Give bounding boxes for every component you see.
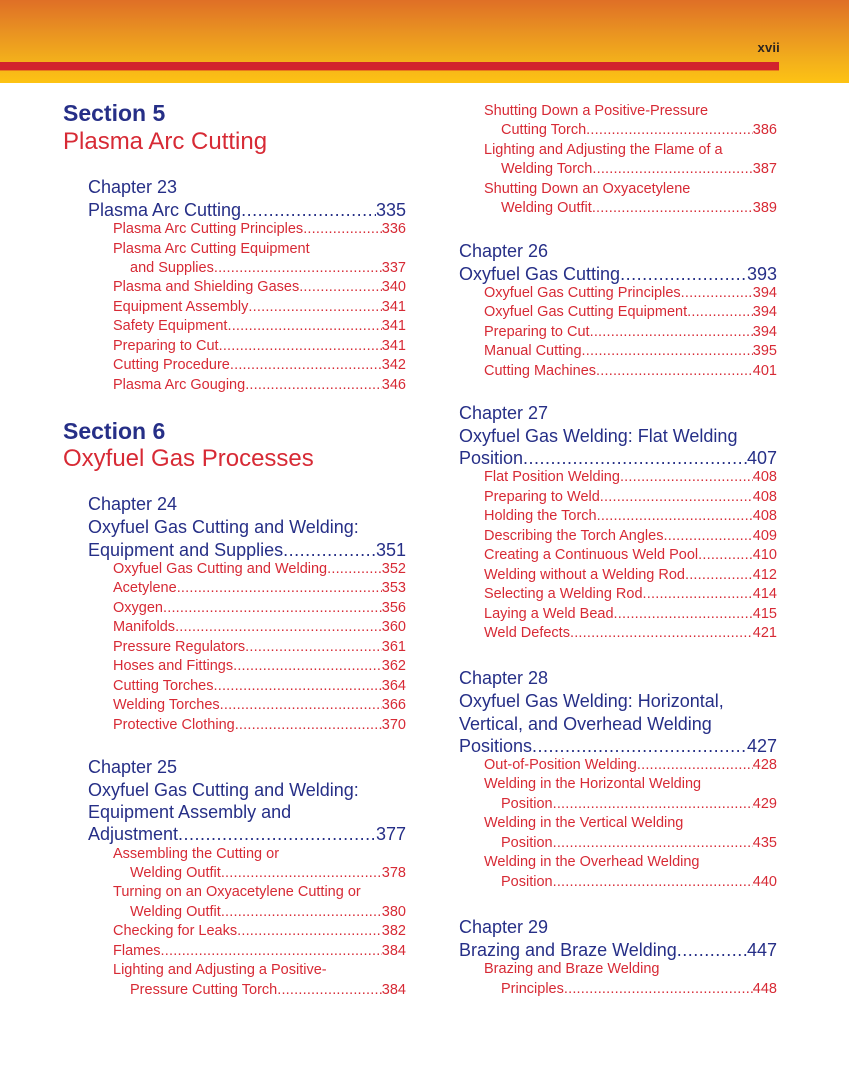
dot-leader xyxy=(592,199,753,219)
chapter-24-entry[interactable] xyxy=(88,539,406,561)
dot-leader xyxy=(233,657,382,677)
dot-leader xyxy=(220,696,382,716)
dot-leader xyxy=(620,468,753,488)
page-number: 364 xyxy=(381,678,406,694)
dot-leader xyxy=(303,220,382,240)
topic-title: Cutting Procedure xyxy=(113,357,230,373)
topic-title: Laying a Weld Bead xyxy=(484,606,614,622)
dot-leader xyxy=(553,873,753,893)
toc-topic-entry[interactable] xyxy=(484,605,777,625)
dot-leader xyxy=(553,834,753,854)
topic-title: Position xyxy=(501,874,553,890)
topic-title: Principles xyxy=(501,981,564,997)
page-number: 408 xyxy=(752,489,777,505)
topic-title: Equipment Assembly xyxy=(113,299,249,315)
page-number: 335 xyxy=(375,200,406,220)
chapter-26-entry[interactable] xyxy=(459,263,777,285)
toc-topic-entry[interactable] xyxy=(501,795,777,815)
toc-topic-entry-line1[interactable]: Welding in the Horizontal Welding xyxy=(484,776,702,792)
page-number: 384 xyxy=(381,943,406,959)
dot-leader xyxy=(600,488,753,508)
chapter-25-title-line1[interactable]: Oxyfuel Gas Cutting and Welding: xyxy=(88,780,359,800)
chapter-title: Plasma Arc Cutting xyxy=(88,200,242,220)
topic-title: Manual Cutting xyxy=(484,343,582,359)
toc-topic-entry[interactable] xyxy=(130,259,406,279)
dot-leader xyxy=(161,942,382,962)
page-number: 410 xyxy=(752,547,777,563)
chapter-27-entry[interactable] xyxy=(459,447,777,469)
dot-leader xyxy=(248,298,381,318)
toc-topic-entry[interactable] xyxy=(113,298,406,318)
dot-leader xyxy=(620,263,747,285)
topic-title: Oxyfuel Gas Cutting Principles xyxy=(484,285,681,301)
topic-title: Flat Position Welding xyxy=(484,469,620,485)
dot-leader xyxy=(553,795,753,815)
page-number: 408 xyxy=(752,469,777,485)
page-number: 384 xyxy=(381,982,406,998)
page-number: 377 xyxy=(375,824,406,844)
dot-leader xyxy=(327,560,382,580)
page-number: 362 xyxy=(381,658,406,674)
dot-leader xyxy=(677,939,747,961)
toc-topic-entry[interactable] xyxy=(501,834,777,854)
chapter-27-title-line1[interactable]: Oxyfuel Gas Welding: Flat Welding xyxy=(459,426,738,446)
page-number: 394 xyxy=(752,304,777,320)
toc-topic-entry[interactable] xyxy=(484,624,777,644)
toc-topic-entry[interactable] xyxy=(113,356,406,376)
toc-topic-entry[interactable] xyxy=(113,317,406,337)
topic-title: Cutting Machines xyxy=(484,363,597,379)
dot-leader xyxy=(582,342,753,362)
toc-topic-entry[interactable] xyxy=(484,362,777,382)
page-number: 401 xyxy=(752,363,777,379)
dot-leader xyxy=(685,566,753,586)
page-number: 428 xyxy=(752,757,777,773)
section-5-title: Plasma Arc Cutting xyxy=(63,128,268,155)
toc-topic-entry[interactable] xyxy=(113,220,406,240)
toc-topic-entry-line1[interactable]: Lighting and Adjusting a Positive- xyxy=(113,962,327,978)
dot-leader xyxy=(245,638,382,658)
chapter-25-number: Chapter 25 xyxy=(88,757,178,777)
toc-topic-entry[interactable] xyxy=(501,121,777,141)
page-number: 378 xyxy=(381,865,406,881)
dot-leader xyxy=(523,447,747,469)
page-number: 352 xyxy=(381,561,406,577)
dot-leader xyxy=(637,756,753,776)
topic-title: Plasma Arc Cutting Principles xyxy=(113,221,304,237)
toc-topic-entry-line1[interactable]: Welding in the Overhead Welding xyxy=(484,854,700,870)
toc-topic-entry[interactable] xyxy=(130,903,406,923)
topic-title: Weld Defects xyxy=(484,625,570,641)
toc-topic-entry[interactable] xyxy=(484,566,777,586)
toc-topic-entry[interactable] xyxy=(484,323,777,343)
chapter-28-entry[interactable] xyxy=(459,735,777,757)
toc-topic-entry[interactable] xyxy=(484,507,777,527)
page-number: 346 xyxy=(381,377,406,393)
dot-leader xyxy=(237,922,382,942)
topic-title: Describing the Torch Angles xyxy=(484,528,664,544)
topic-title: Welding Outfit xyxy=(130,904,221,920)
page-number: 389 xyxy=(752,200,777,216)
topic-title: Welding Torches xyxy=(113,697,220,713)
dot-leader xyxy=(681,284,753,304)
toc-topic-entry[interactable] xyxy=(113,599,406,619)
toc-topic-entry[interactable] xyxy=(113,942,406,962)
chapter-28-title-line1[interactable]: Oxyfuel Gas Welding: Horizontal, xyxy=(459,691,724,711)
dot-leader xyxy=(221,864,382,884)
dot-leader xyxy=(570,624,753,644)
topic-title: Welding Outfit xyxy=(130,865,221,881)
page-number: 415 xyxy=(752,606,777,622)
topic-title: Creating a Continuous Weld Pool xyxy=(484,547,699,563)
dot-leader xyxy=(241,199,376,221)
topic-title: Selecting a Welding Rod xyxy=(484,586,643,602)
topic-title: Preparing to Cut xyxy=(113,338,219,354)
topic-title: Plasma Arc Gouging xyxy=(113,377,246,393)
page-number: 447 xyxy=(746,940,777,960)
page-number: 341 xyxy=(381,318,406,334)
chapter-24-number: Chapter 24 xyxy=(88,494,178,514)
topic-title: Position xyxy=(501,835,553,851)
dot-leader xyxy=(175,618,382,638)
dot-leader xyxy=(532,735,747,757)
topic-title: Out-of-Position Welding xyxy=(484,757,637,773)
page-number: 380 xyxy=(381,904,406,920)
toc-topic-entry[interactable] xyxy=(113,337,406,357)
page-number: 341 xyxy=(381,299,406,315)
page-number: 353 xyxy=(381,580,406,596)
toc-topic-entry-line1[interactable]: Brazing and Braze Welding xyxy=(484,961,660,977)
page-folio: xvii xyxy=(757,40,780,55)
page-number: 414 xyxy=(752,586,777,602)
toc-topic-entry[interactable] xyxy=(484,527,777,547)
toc-topic-entry[interactable] xyxy=(484,342,777,362)
topic-title: Welding Outfit xyxy=(501,200,592,216)
page-number: 394 xyxy=(752,285,777,301)
dot-leader xyxy=(177,579,382,599)
page-number: 440 xyxy=(752,874,777,890)
page-number: 387 xyxy=(752,161,777,177)
toc-topic-entry[interactable] xyxy=(113,657,406,677)
toc-topic-entry[interactable] xyxy=(484,585,777,605)
dot-leader xyxy=(178,823,376,845)
chapter-title: Oxyfuel Gas Cutting xyxy=(459,264,621,284)
page-number: 366 xyxy=(381,697,406,713)
chapter-26-number: Chapter 26 xyxy=(459,241,549,261)
page-number: 337 xyxy=(381,260,406,276)
toc-topic-entry-line1[interactable]: Assembling the Cutting or xyxy=(113,846,280,862)
topic-title: Oxyfuel Gas Cutting and Welding xyxy=(113,561,328,577)
dot-leader xyxy=(245,376,382,396)
page-number: 341 xyxy=(381,338,406,354)
toc-topic-entry[interactable] xyxy=(501,160,777,180)
page-number: 356 xyxy=(381,600,406,616)
toc-topic-entry-line1[interactable]: Turning on an Oxyacetylene Cutting or xyxy=(113,884,361,900)
page-number: 421 xyxy=(752,625,777,641)
dot-leader xyxy=(564,980,753,1000)
toc-topic-entry[interactable] xyxy=(484,284,777,304)
topic-title: Preparing to Cut xyxy=(484,324,590,340)
page-number: 394 xyxy=(752,324,777,340)
toc-topic-entry[interactable] xyxy=(130,981,406,1001)
dot-leader xyxy=(219,337,382,357)
page-number: 407 xyxy=(746,448,777,468)
topic-title: Oxyfuel Gas Cutting Equipment xyxy=(484,304,688,320)
page-number: 393 xyxy=(746,264,777,284)
topic-title: Checking for Leaks xyxy=(113,923,238,939)
topic-title: Safety Equipment xyxy=(113,318,228,334)
header-red-bar xyxy=(0,62,779,70)
toc-topic-entry[interactable] xyxy=(113,638,406,658)
dot-leader xyxy=(163,599,382,619)
topic-title: Manifolds xyxy=(113,619,176,635)
toc-topic-entry[interactable] xyxy=(113,922,406,942)
page-number: 409 xyxy=(752,528,777,544)
dot-leader xyxy=(227,317,381,337)
toc-topic-entry[interactable] xyxy=(113,716,406,736)
toc-topic-entry[interactable] xyxy=(130,864,406,884)
topic-title: Holding the Torch xyxy=(484,508,597,524)
dot-leader xyxy=(614,605,753,625)
topic-title: Flames xyxy=(113,943,161,959)
chapter-23-number: Chapter 23 xyxy=(88,177,178,197)
toc-topic-entry[interactable] xyxy=(484,756,777,776)
dot-leader xyxy=(663,527,752,547)
topic-title: Hoses and Fittings xyxy=(113,658,234,674)
chapter-28-title-line2[interactable]: Vertical, and Overhead Welding xyxy=(459,714,712,734)
toc-topic-entry[interactable] xyxy=(113,278,406,298)
toc-topic-entry[interactable] xyxy=(113,696,406,716)
toc-topic-entry[interactable] xyxy=(113,376,406,396)
toc-topic-entry-line1[interactable]: Shutting Down an Oxyacetylene xyxy=(484,181,691,197)
page-number: 448 xyxy=(752,981,777,997)
chapter-title: Position xyxy=(459,448,524,468)
page-number: 427 xyxy=(746,736,777,756)
section-6-number: Section 6 xyxy=(63,418,166,444)
chapter-29-number: Chapter 29 xyxy=(459,917,549,937)
page-number: 435 xyxy=(752,835,777,851)
toc-topic-entry[interactable] xyxy=(484,303,777,323)
topic-title: and Supplies xyxy=(130,260,214,276)
section-6-title: Oxyfuel Gas Processes xyxy=(63,445,314,472)
topic-title: Pressure Cutting Torch xyxy=(130,982,278,998)
topic-title: Plasma and Shielding Gases xyxy=(113,279,300,295)
toc-topic-entry[interactable] xyxy=(484,488,777,508)
page-number: 361 xyxy=(381,639,406,655)
chapter-title: Adjustment xyxy=(88,824,179,844)
topic-title: Protective Clothing xyxy=(113,717,235,733)
toc-topic-entry-line1[interactable]: Lighting and Adjusting the Flame of a xyxy=(484,142,723,158)
page-number: 412 xyxy=(752,567,777,583)
toc-topic-entry[interactable] xyxy=(484,468,777,488)
page-number: 360 xyxy=(381,619,406,635)
dot-leader xyxy=(277,981,382,1001)
topic-title: Welding Torch xyxy=(501,161,593,177)
toc-topic-entry[interactable] xyxy=(501,873,777,893)
page-number: 340 xyxy=(381,279,406,295)
chapter-29-entry[interactable] xyxy=(459,939,777,961)
topic-title: Acetylene xyxy=(113,580,177,596)
dot-leader xyxy=(235,716,382,736)
topic-title: Preparing to Weld xyxy=(484,489,600,505)
page-number: 351 xyxy=(375,540,406,560)
toc-topic-entry-line1[interactable]: Welding in the Vertical Welding xyxy=(484,815,684,831)
dot-leader xyxy=(687,303,753,323)
topic-title: Cutting Torch xyxy=(501,122,587,138)
toc-topic-entry[interactable] xyxy=(501,980,777,1000)
chapter-title: Equipment and Supplies xyxy=(88,540,284,560)
toc-topic-entry[interactable] xyxy=(484,546,777,566)
dot-leader xyxy=(590,323,753,343)
page-number: 342 xyxy=(381,357,406,373)
page-number: 382 xyxy=(381,923,406,939)
toc-topic-entry[interactable] xyxy=(113,560,406,580)
page-number: 370 xyxy=(381,717,406,733)
chapter-23-entry[interactable] xyxy=(88,199,406,221)
page-number: 336 xyxy=(381,221,406,237)
toc-topic-entry-line1[interactable]: Plasma Arc Cutting Equipment xyxy=(113,241,310,257)
toc-topic-entry[interactable] xyxy=(113,677,406,697)
chapter-27-number: Chapter 27 xyxy=(459,403,549,423)
topic-title: Pressure Regulators xyxy=(113,639,246,655)
dot-leader xyxy=(283,539,376,561)
chapter-25-title-line2[interactable]: Equipment Assembly and xyxy=(88,802,292,822)
dot-leader xyxy=(597,507,753,527)
page-number: 386 xyxy=(752,122,777,138)
topic-title: Cutting Torches xyxy=(113,678,214,694)
toc-topic-entry[interactable] xyxy=(113,579,406,599)
chapter-title: Positions xyxy=(459,736,533,756)
page-number: 395 xyxy=(752,343,777,359)
chapter-25-entry[interactable] xyxy=(88,823,406,845)
dot-leader xyxy=(221,903,382,923)
dot-leader xyxy=(230,356,382,376)
chapter-24-title-line1[interactable]: Oxyfuel Gas Cutting and Welding: xyxy=(88,517,359,537)
dot-leader xyxy=(643,585,753,605)
topic-title: Welding without a Welding Rod xyxy=(484,567,685,583)
section-5-number: Section 5 xyxy=(63,100,166,126)
dot-leader xyxy=(214,259,382,279)
dot-leader xyxy=(698,546,753,566)
dot-leader xyxy=(299,278,382,298)
toc-topic-entry-line1[interactable]: Shutting Down a Positive-Pressure xyxy=(484,103,709,119)
page-number: 408 xyxy=(752,508,777,524)
toc-topic-entry[interactable] xyxy=(501,199,777,219)
dot-leader xyxy=(213,677,381,697)
toc-topic-entry[interactable] xyxy=(113,618,406,638)
dot-leader xyxy=(586,121,753,141)
page-number: 429 xyxy=(752,796,777,812)
topic-title: Oxygen xyxy=(113,600,163,616)
dot-leader xyxy=(592,160,752,180)
page-header-band xyxy=(0,0,849,83)
chapter-28-number: Chapter 28 xyxy=(459,668,549,688)
dot-leader xyxy=(596,362,753,382)
topic-title: Position xyxy=(501,796,553,812)
chapter-title: Brazing and Braze Welding xyxy=(459,940,677,960)
